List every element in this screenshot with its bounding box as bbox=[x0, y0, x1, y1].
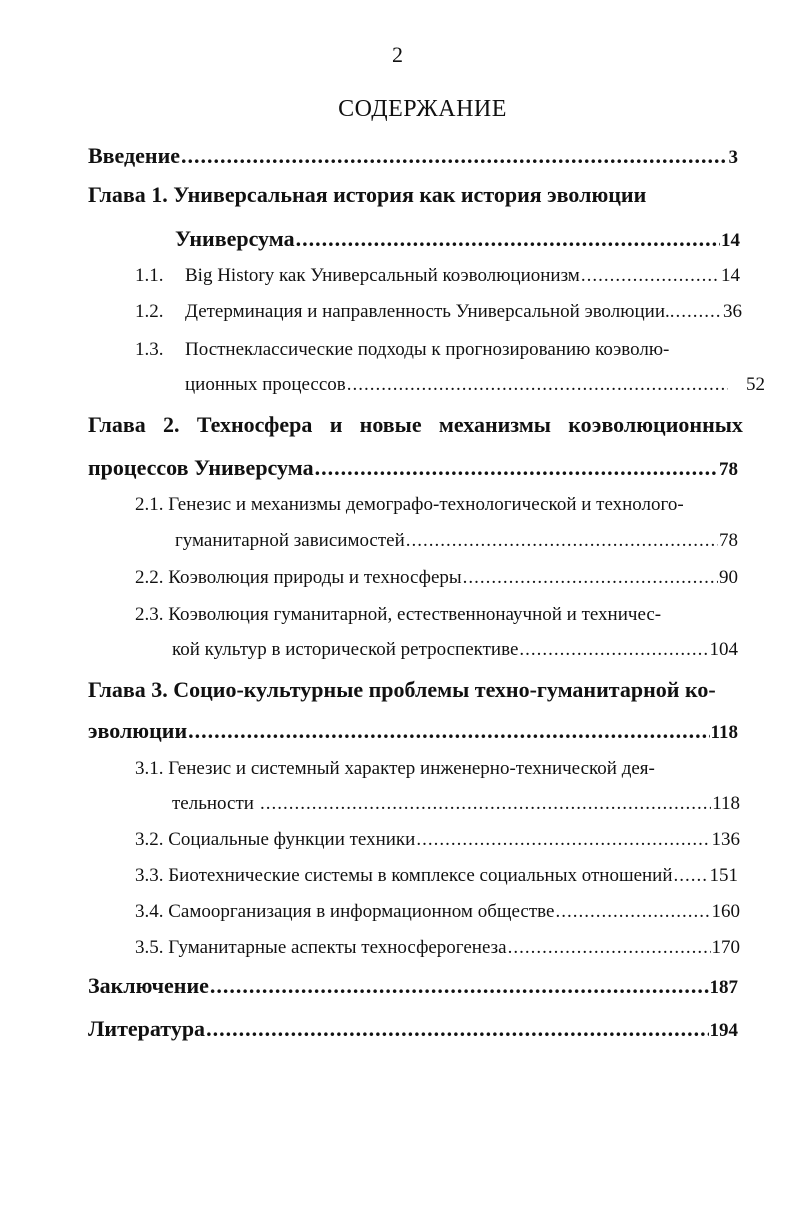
dot-leader bbox=[519, 639, 708, 661]
toc-section-3-1-line1: 3.1. Генезис и системный характер инженерно-технической дея- bbox=[135, 758, 655, 779]
toc-page-number: 3 bbox=[728, 147, 738, 168]
dot-leader bbox=[210, 973, 709, 999]
toc-entry-label: Постнеклассические подходы к прогнозированию коэволю- bbox=[185, 339, 670, 360]
toc-entry-label: тельности bbox=[172, 793, 254, 814]
toc-page-number: 104 bbox=[709, 639, 738, 660]
toc-page-number: 170 bbox=[711, 937, 740, 958]
toc-page-number: 187 bbox=[709, 977, 738, 998]
toc-section-number: 1.3. bbox=[135, 339, 164, 360]
dot-leader bbox=[676, 301, 723, 323]
toc-entry-label: Введение bbox=[88, 143, 181, 168]
dot-leader bbox=[508, 937, 711, 959]
toc-chapter-1-title-line1: Глава 1. Универсальная история как история эволюции bbox=[88, 182, 647, 207]
toc-section-number: 1.1. bbox=[135, 265, 164, 286]
dot-leader bbox=[674, 865, 709, 887]
word: Глава bbox=[88, 412, 146, 437]
toc-page-number: 14 bbox=[721, 230, 740, 251]
toc-page-number: 52 bbox=[746, 374, 765, 395]
toc-section-2-2 bbox=[135, 567, 738, 589]
dot-leader bbox=[581, 265, 720, 287]
toc-entry-label: 3.5. Гуманитарные аспекты техносферогенеза bbox=[135, 937, 507, 958]
dot-leader bbox=[188, 718, 709, 744]
dot-leader bbox=[406, 530, 718, 552]
toc-entry-label: Детерминация и направленность Универсальной эволюции.. bbox=[185, 301, 675, 322]
page-title: СОДЕРЖАНИЕ bbox=[338, 96, 507, 122]
toc-entry-label: эволюции bbox=[88, 718, 188, 743]
toc-section-number: 1.2. bbox=[135, 301, 164, 322]
word: новые bbox=[359, 412, 422, 437]
toc-page-number: 136 bbox=[711, 829, 740, 850]
dot-leader bbox=[463, 567, 718, 589]
toc-chapter-3-title-line1: Глава 3. Социо-культурные проблемы техно-гуманитарной ко- bbox=[88, 677, 716, 702]
toc-section-3-3 bbox=[135, 865, 738, 887]
toc-entry-label: ционных процессов bbox=[185, 374, 346, 395]
dot-leader bbox=[416, 829, 710, 851]
toc-entry-label: Универсума bbox=[175, 226, 295, 251]
dot-leader bbox=[260, 793, 711, 815]
page-number: 2 bbox=[392, 42, 403, 67]
dot-leader bbox=[555, 901, 710, 923]
toc-entry-intro bbox=[88, 143, 738, 169]
toc-entry-label: процессов Универсума bbox=[88, 455, 314, 480]
dot-leader bbox=[315, 455, 718, 481]
word: коэволюционных bbox=[568, 412, 743, 437]
word: Техносфера bbox=[196, 412, 313, 437]
toc-section-1-1 bbox=[135, 265, 740, 287]
toc-section-2-1-line1: 2.1. Генезис и механизмы демографо-технологической и технолого- bbox=[135, 494, 684, 515]
toc-page-number: 160 bbox=[711, 901, 740, 922]
toc-chapter-3-title-line2 bbox=[88, 718, 738, 744]
toc-entry-label: 3.3. Биотехнические системы в комплексе социальных отношений bbox=[135, 865, 673, 886]
toc-entry-label: кой культур в исторической ретроспективе bbox=[172, 639, 519, 660]
toc-page-number: 14 bbox=[721, 265, 740, 286]
toc-page-number: 118 bbox=[712, 793, 740, 814]
toc-section-1-3-line2 bbox=[185, 374, 765, 396]
toc-section-3-4 bbox=[135, 901, 740, 923]
toc-section-1-2 bbox=[135, 301, 742, 323]
toc-page-number: 90 bbox=[719, 567, 738, 588]
word: 2. bbox=[163, 412, 180, 437]
toc-entry-label: гуманитарной зависимостей bbox=[175, 530, 405, 551]
word: механизмы bbox=[438, 412, 551, 437]
toc-page-number: 78 bbox=[719, 459, 738, 480]
toc-section-1-3-line1 bbox=[135, 339, 669, 361]
toc-chapter-1-title-line2 bbox=[175, 226, 740, 252]
toc-page-number: 194 bbox=[709, 1020, 738, 1041]
toc-section-3-5 bbox=[135, 937, 740, 959]
toc-section-2-1-line2 bbox=[175, 530, 738, 552]
toc-entry-label: Литература bbox=[88, 1016, 206, 1041]
toc-entry-conclusion bbox=[88, 973, 738, 999]
toc-entry-label: Big History как Универсальный коэволюционизм bbox=[185, 265, 580, 286]
toc-entry-literature bbox=[88, 1016, 738, 1042]
toc-entry-label: 3.2. Социальные функции техники bbox=[135, 829, 416, 850]
toc-page-number: 118 bbox=[710, 722, 738, 743]
toc-entry-label: 3.4. Самоорганизация в информационном обществе bbox=[135, 901, 555, 922]
toc-page-number: 151 bbox=[709, 865, 738, 886]
toc-section-2-3-line2 bbox=[172, 639, 738, 661]
dot-leader bbox=[296, 226, 720, 252]
dot-leader bbox=[206, 1016, 708, 1042]
toc-chapter-2-title-line2 bbox=[88, 455, 738, 481]
toc-section-3-2 bbox=[135, 829, 740, 851]
word: и bbox=[329, 412, 343, 437]
dot-leader bbox=[347, 374, 728, 396]
toc-section-3-1-line2 bbox=[172, 793, 740, 815]
toc-entry-label: Заключение bbox=[88, 973, 209, 998]
dot-leader bbox=[181, 143, 727, 169]
toc-page-number: 78 bbox=[719, 530, 738, 551]
toc-page-number: 36 bbox=[723, 301, 742, 322]
toc-entry-label: 2.2. Коэволюция природы и техносферы bbox=[135, 567, 462, 588]
toc-chapter-2-title-line1 bbox=[88, 412, 743, 438]
toc-section-2-3-line1: 2.3. Коэволюция гуманитарной, естественнонаучной и техничес- bbox=[135, 604, 662, 625]
